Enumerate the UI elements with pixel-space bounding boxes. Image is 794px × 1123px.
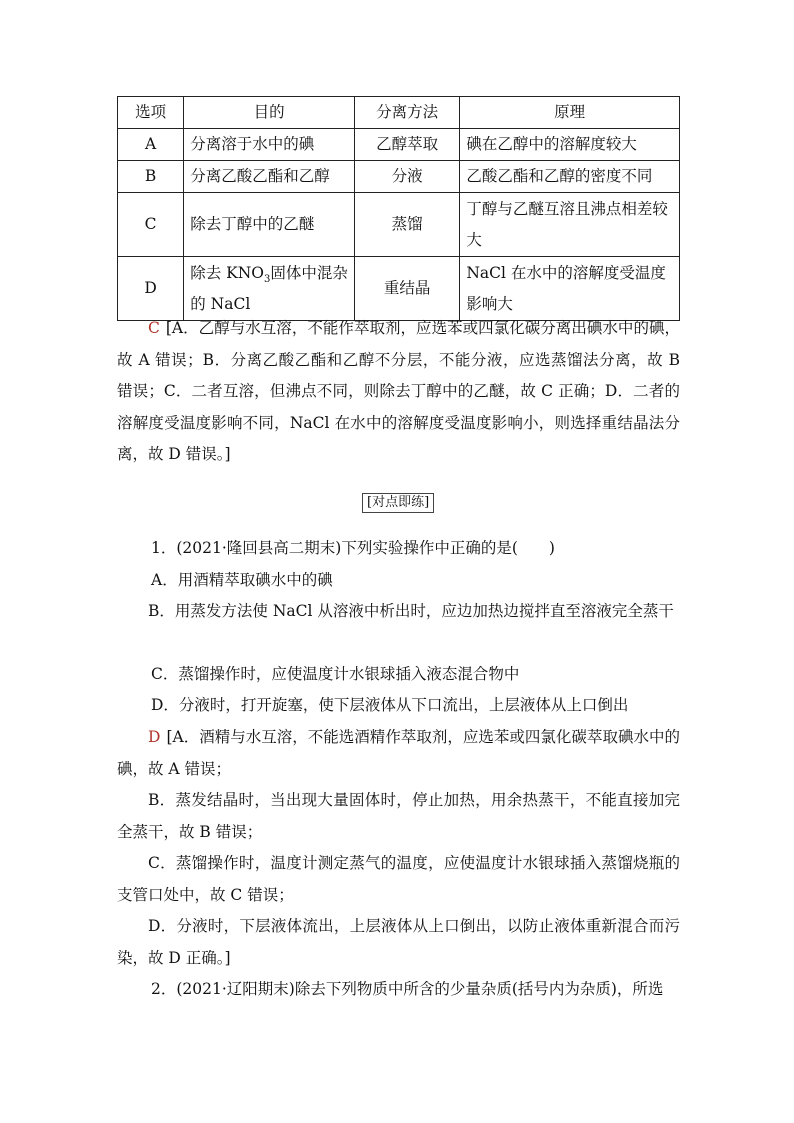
table-header-row xyxy=(118,97,680,129)
row-option: B xyxy=(118,161,184,193)
question-1-option-b: B．用蒸发方法使 NaCl 从溶液中析出时，应边加热边搅拌直至溶液完全蒸干 xyxy=(148,602,674,620)
table-row xyxy=(118,193,680,257)
answer-explanation-1 xyxy=(117,313,680,471)
row-method: 乙醇萃取 xyxy=(354,129,459,161)
row-purpose: 除去丁醇中的乙醚 xyxy=(184,193,355,257)
header-principle: 原理 xyxy=(460,97,680,129)
row-option: A xyxy=(118,129,184,161)
header-purpose: 目的 xyxy=(184,97,355,129)
question-1-option-a: A．用酒精萃取碘水中的碘 xyxy=(151,571,333,589)
row-method: 分液 xyxy=(354,161,459,193)
table-row xyxy=(118,257,680,321)
row-principle: 丁醇与乙醚互溶且沸点相差较大 xyxy=(460,193,680,257)
question-1-option-c: C．蒸馏操作时，应使温度计水银球插入液态混合物中 xyxy=(151,665,520,683)
answer-text: [A．乙醇与水互溶，不能作萃取剂，应选苯或四氯化碳分离出碘水中的碘，故 A 错误；B．分离乙酸乙酯和乙醇不分层，不能分液，应选蒸馏法分离，故 B 错误；C．二者互溶，但沸点不同，则除去丁醇中的乙醚，故 C 正确；D．二者的溶解度受温度影响不同，NaCl 在水中的溶解度受温度影响小，则选择重结晶法分离，故 D 错误。] xyxy=(117,319,680,463)
section-tag: [对点即练] xyxy=(362,493,434,513)
row-purpose: 分离乙酸乙酯和乙醇 xyxy=(184,161,355,193)
answer-letter: D xyxy=(148,728,161,746)
purpose-pre: 除去 KNO xyxy=(190,263,265,282)
answer-text-a: [A．酒精与水互溶，不能选酒精作萃取剂，应选苯或四氯化碳萃取碘水中的碘，故 A 错误； xyxy=(117,728,680,778)
row-method: 蒸馏 xyxy=(354,193,459,257)
row-method: 重结晶 xyxy=(354,257,459,321)
answer-letter: C xyxy=(148,319,160,337)
question-2-stem: 2．(2021·辽阳期末)除去下列物质中所含的少量杂质(括号内为杂质)，所选 xyxy=(151,980,664,998)
answer-explanation-2-a xyxy=(117,722,680,785)
table-row xyxy=(118,161,680,193)
row-purpose xyxy=(184,257,355,321)
row-purpose: 分离溶于水中的碘 xyxy=(184,129,355,161)
row-option: D xyxy=(118,257,184,321)
header-option: 选项 xyxy=(118,97,184,129)
question-1-stem: 1．(2021·隆回县高二期末)下列实验操作中正确的是( ) xyxy=(151,539,555,557)
separation-methods-table xyxy=(117,96,680,321)
row-principle: NaCl 在水中的溶解度受温度影响大 xyxy=(460,257,680,321)
table-row xyxy=(118,129,680,161)
purpose-post: 固体中混杂的 NaCl xyxy=(190,263,348,313)
purpose-subscript: 3 xyxy=(264,273,271,285)
question-1-option-d: D．分液时，打开旋塞，使下层液体从下口流出，上层液体从上口倒出 xyxy=(151,696,629,714)
row-principle: 乙酸乙酯和乙醇的密度不同 xyxy=(460,161,680,193)
answer-explanation-2-b: B．蒸发结晶时，当出现大量固体时，停止加热，用余热蒸干，不能直接加完全蒸干，故 B 错误； xyxy=(117,791,680,841)
row-option: C xyxy=(118,193,184,257)
answer-explanation-2-d: D．分液时，下层液体流出，上层液体从上口倒出，以防止液体重新混合而污染，故 D 正确。] xyxy=(117,917,680,967)
header-method: 分离方法 xyxy=(354,97,459,129)
answer-explanation-2-c: C．蒸馏操作时，温度计测定蒸气的温度，应使温度计水银球插入蒸馏烧瓶的支管口处中，故 C 错误； xyxy=(117,854,680,904)
row-principle: 碘在乙醇中的溶解度较大 xyxy=(460,129,680,161)
